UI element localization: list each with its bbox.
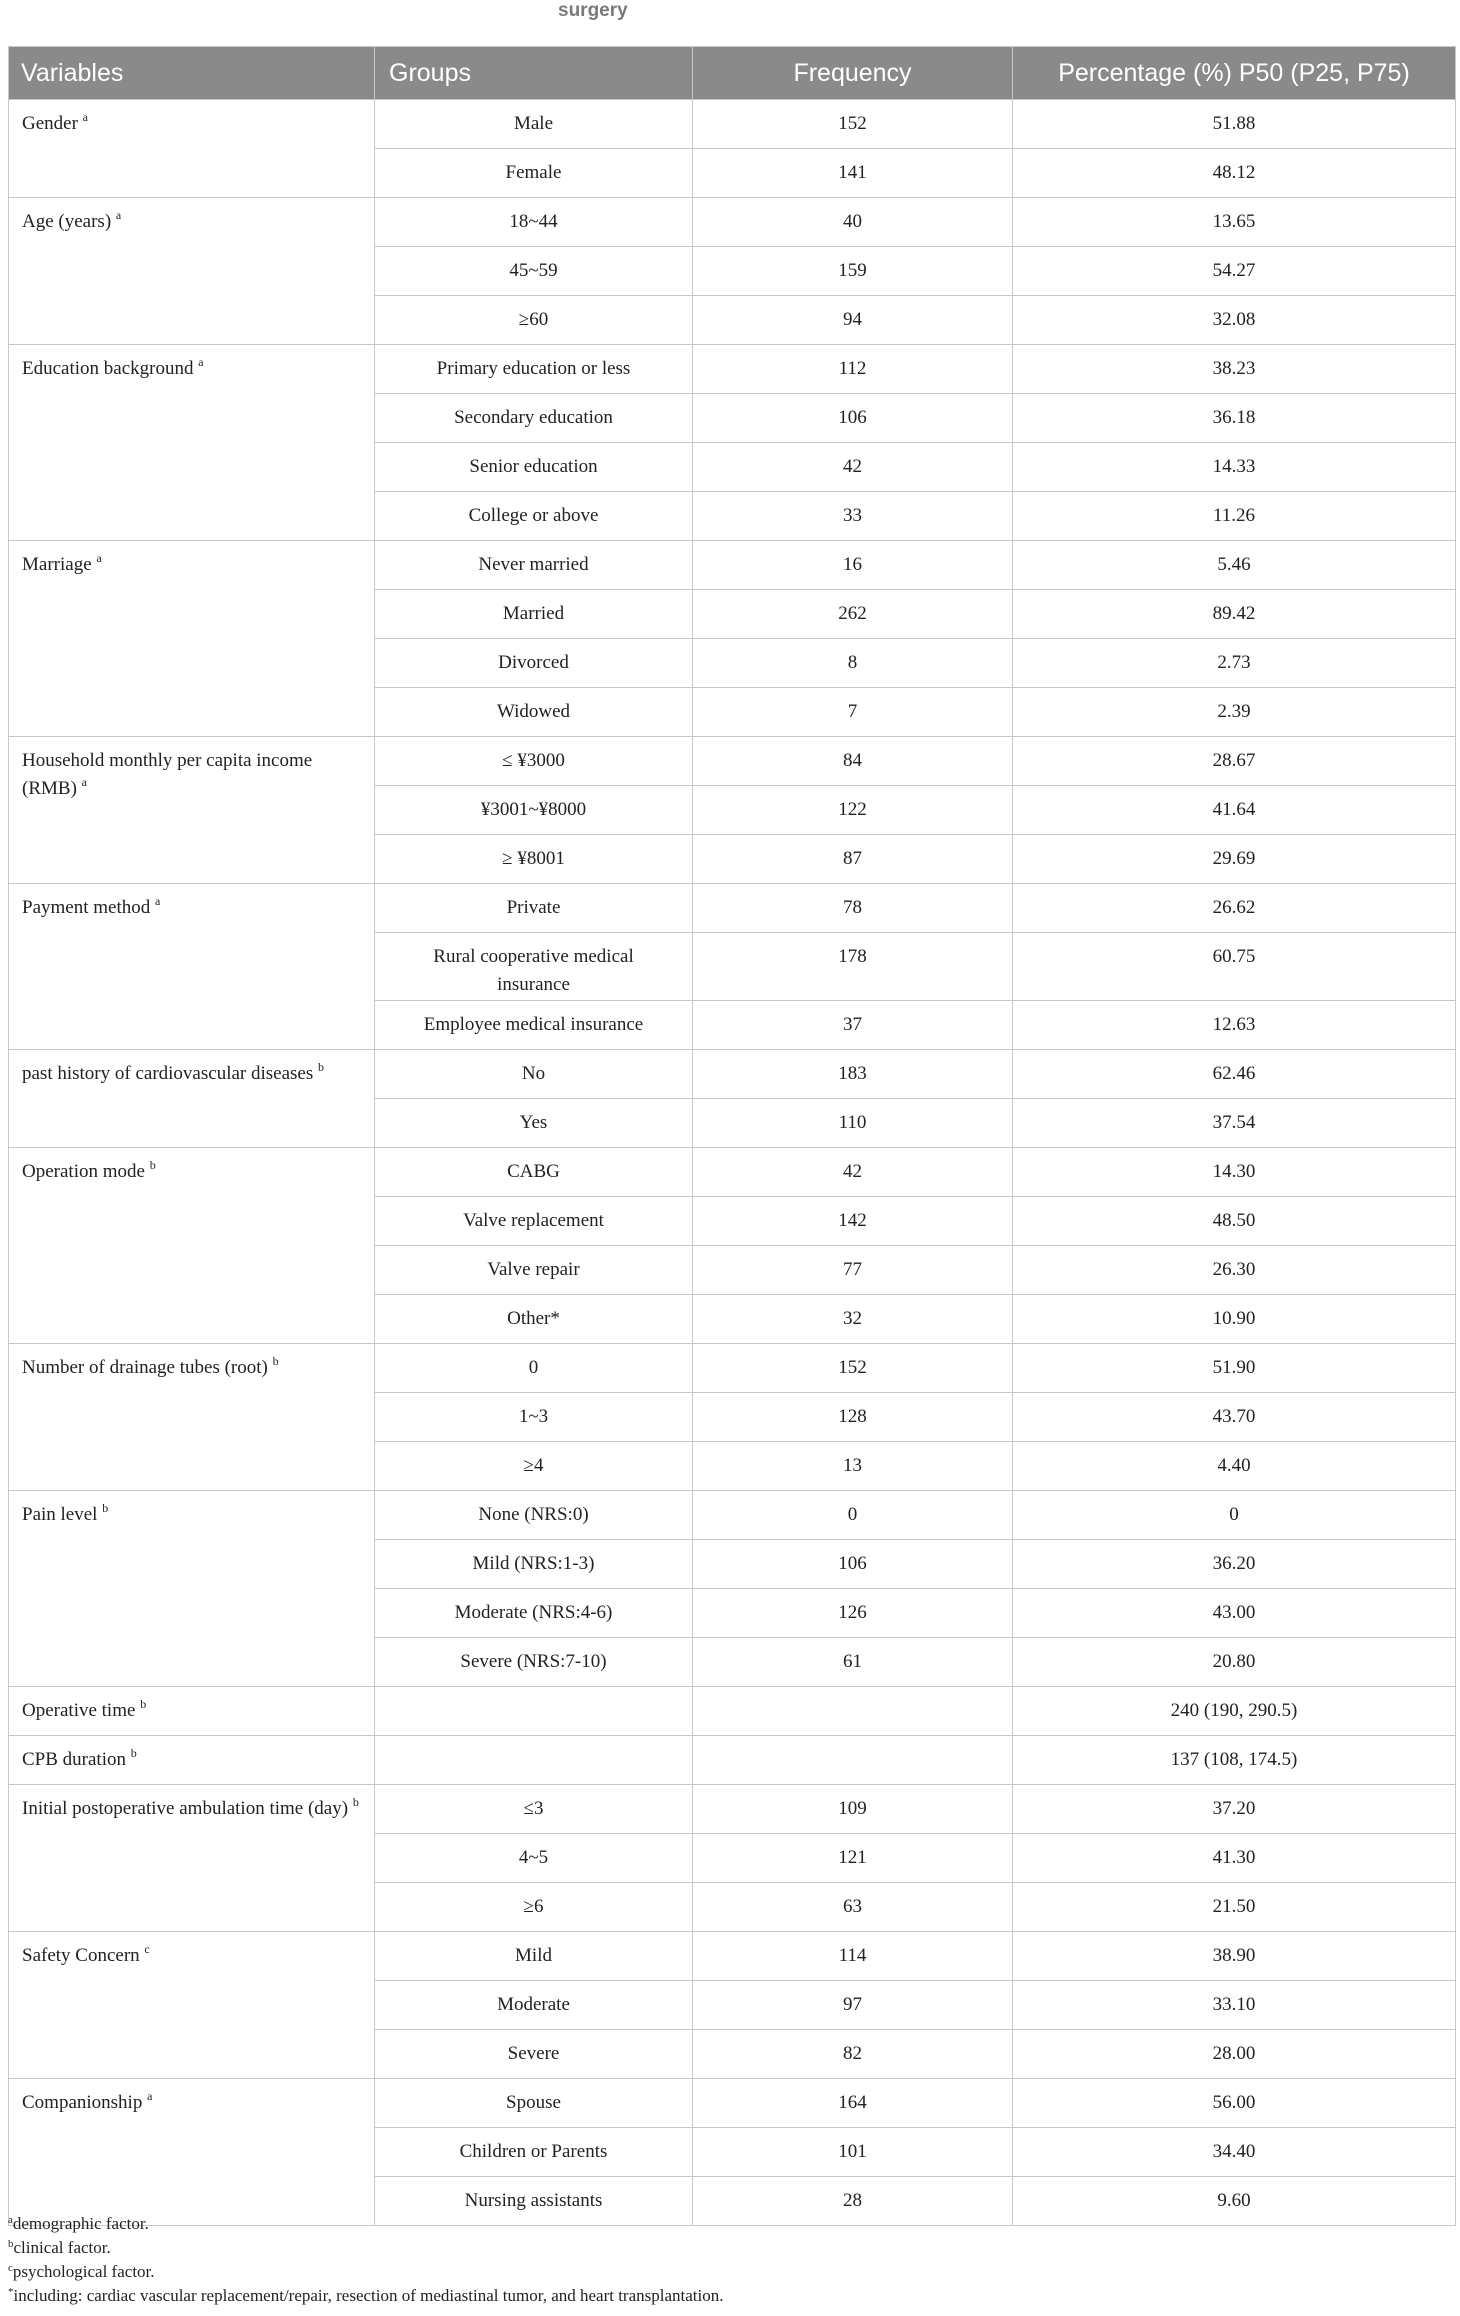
frequency-cell: 82 (693, 2030, 1013, 2079)
group-cell: Mild (375, 1932, 693, 1981)
group-cell: Valve replacement (375, 1197, 693, 1246)
percentage-cell: 48.50 (1013, 1197, 1456, 1246)
variable-cell (9, 541, 375, 737)
variable-cell (9, 198, 375, 345)
group-cell: ≥4 (375, 1442, 693, 1491)
variable-label: Education background (22, 358, 194, 379)
percentage-cell: 13.65 (1013, 198, 1456, 247)
percentage-cell: 9.60 (1013, 2177, 1456, 2226)
footnote (8, 2212, 724, 2236)
frequency-cell: 128 (693, 1393, 1013, 1442)
frequency-cell: 183 (693, 1050, 1013, 1099)
table-row (9, 737, 1456, 786)
group-cell: Primary education or less (375, 345, 693, 394)
table-row (9, 345, 1456, 394)
variable-cell (9, 1344, 375, 1491)
frequency-cell: 94 (693, 296, 1013, 345)
factor-superscript: b (352, 1795, 359, 1809)
percentage-cell: 54.27 (1013, 247, 1456, 296)
frequency-cell: 28 (693, 2177, 1013, 2226)
table-row (9, 1785, 1456, 1834)
percentage-cell: 14.33 (1013, 443, 1456, 492)
percentage-cell: 38.23 (1013, 345, 1456, 394)
table-body (9, 100, 1456, 2226)
table-row (9, 1687, 1456, 1736)
data-table (8, 46, 1456, 2226)
variable-label: Household monthly per capita income (RMB) (22, 750, 313, 799)
group-cell: Yes (375, 1099, 693, 1148)
factor-superscript: b (149, 1158, 156, 1172)
frequency-cell: 121 (693, 1834, 1013, 1883)
group-cell: CABG (375, 1148, 693, 1197)
percentage-cell: 0 (1013, 1491, 1456, 1540)
group-cell: ≤ ¥3000 (375, 737, 693, 786)
factor-superscript: b (272, 1354, 279, 1368)
frequency-cell: 42 (693, 443, 1013, 492)
group-cell: Moderate (375, 1981, 693, 2030)
frequency-cell: 159 (693, 247, 1013, 296)
group-cell: Severe (NRS:7-10) (375, 1638, 693, 1687)
frequency-cell: 112 (693, 345, 1013, 394)
group-cell: Moderate (NRS:4-6) (375, 1589, 693, 1638)
variable-cell (9, 1932, 375, 2079)
percentage-cell: 29.69 (1013, 835, 1456, 884)
footnote (8, 2236, 724, 2260)
group-cell: No (375, 1050, 693, 1099)
header-frequency: Frequency (693, 47, 1013, 100)
percentage-cell: 51.90 (1013, 1344, 1456, 1393)
group-cell: Widowed (375, 688, 693, 737)
group-cell: Male (375, 100, 693, 149)
group-cell: ≥6 (375, 1883, 693, 1932)
factor-superscript: b (140, 1697, 147, 1711)
percentage-cell: 60.75 (1013, 933, 1456, 1001)
variable-cell (9, 1687, 375, 1736)
footnote-text: psychological factor. (12, 2262, 155, 2281)
frequency-cell: 262 (693, 590, 1013, 639)
percentage-cell: 240 (190, 290.5) (1013, 1687, 1456, 1736)
factor-superscript: b (130, 1746, 137, 1760)
group-cell: Rural cooperative medical insurance (375, 933, 693, 1001)
table-row (9, 541, 1456, 590)
group-cell: ¥3001~¥8000 (375, 786, 693, 835)
table-row (9, 1932, 1456, 1981)
frequency-cell: 77 (693, 1246, 1013, 1295)
percentage-cell: 38.90 (1013, 1932, 1456, 1981)
frequency-cell: 152 (693, 100, 1013, 149)
footnote-marker: * (8, 2286, 14, 2298)
frequency-cell: 32 (693, 1295, 1013, 1344)
frequency-cell (693, 1736, 1013, 1785)
frequency-cell: 178 (693, 933, 1013, 1001)
group-cell: Never married (375, 541, 693, 590)
percentage-cell: 43.70 (1013, 1393, 1456, 1442)
footnote-text: including: cardiac vascular replacement/repair, resection of mediastinal tumor, and heart transplantation. (13, 2286, 724, 2305)
table-row (9, 198, 1456, 247)
group-cell: Other* (375, 1295, 693, 1344)
frequency-cell: 16 (693, 541, 1013, 590)
footnote (8, 2260, 724, 2284)
group-cell: Secondary education (375, 394, 693, 443)
table-caption: surgery (558, 0, 628, 21)
variable-label: Gender (22, 113, 78, 134)
variable-cell (9, 737, 375, 884)
variable-label: Payment method (22, 897, 151, 918)
header-row (9, 47, 1456, 100)
percentage-cell: 137 (108, 174.5) (1013, 1736, 1456, 1785)
variable-cell (9, 1148, 375, 1344)
variable-cell (9, 345, 375, 541)
group-cell: 0 (375, 1344, 693, 1393)
percentage-cell: 28.00 (1013, 2030, 1456, 2079)
frequency-cell: 78 (693, 884, 1013, 933)
header-variables: Variables (9, 47, 375, 100)
frequency-cell: 106 (693, 1540, 1013, 1589)
table-row (9, 100, 1456, 149)
table-row (9, 1148, 1456, 1197)
percentage-cell: 10.90 (1013, 1295, 1456, 1344)
group-cell (375, 1736, 693, 1785)
table-row (9, 1344, 1456, 1393)
percentage-cell: 33.10 (1013, 1981, 1456, 2030)
frequency-cell: 33 (693, 492, 1013, 541)
percentage-cell: 12.63 (1013, 1001, 1456, 1050)
percentage-cell: 37.54 (1013, 1099, 1456, 1148)
variable-cell (9, 1736, 375, 1785)
variable-cell (9, 100, 375, 198)
group-cell (375, 1687, 693, 1736)
percentage-cell: 14.30 (1013, 1148, 1456, 1197)
frequency-cell: 142 (693, 1197, 1013, 1246)
percentage-cell: 36.18 (1013, 394, 1456, 443)
percentage-cell: 56.00 (1013, 2079, 1456, 2128)
footnotes (8, 2212, 724, 2308)
percentage-cell: 2.73 (1013, 639, 1456, 688)
group-cell: Nursing assistants (375, 2177, 693, 2226)
factor-superscript: b (318, 1060, 324, 1074)
variable-cell (9, 2079, 375, 2226)
group-cell: 1~3 (375, 1393, 693, 1442)
group-cell: Divorced (375, 639, 693, 688)
variable-label: Number of drainage tubes (root) (22, 1357, 268, 1378)
percentage-cell: 41.30 (1013, 1834, 1456, 1883)
percentage-cell: 43.00 (1013, 1589, 1456, 1638)
frequency-cell: 164 (693, 2079, 1013, 2128)
variable-label: Companionship (22, 2092, 143, 2113)
group-cell: ≤3 (375, 1785, 693, 1834)
table-row (9, 1491, 1456, 1540)
table-row (9, 2079, 1456, 2128)
factor-superscript: b (102, 1501, 109, 1515)
table-row (9, 884, 1456, 933)
group-cell: Children or Parents (375, 2128, 693, 2177)
frequency-cell: 7 (693, 688, 1013, 737)
variable-cell (9, 1491, 375, 1687)
percentage-cell: 26.62 (1013, 884, 1456, 933)
variable-label: Safety Concern (22, 1945, 140, 1966)
variable-label: past history of cardiovascular diseases (22, 1063, 314, 1084)
group-cell: Spouse (375, 2079, 693, 2128)
frequency-cell: 40 (693, 198, 1013, 247)
percentage-cell: 4.40 (1013, 1442, 1456, 1491)
frequency-cell: 13 (693, 1442, 1013, 1491)
percentage-cell: 32.08 (1013, 296, 1456, 345)
factor-superscript: a (198, 355, 204, 369)
factor-superscript: a (96, 551, 102, 565)
group-cell: Female (375, 149, 693, 198)
percentage-cell: 41.64 (1013, 786, 1456, 835)
percentage-cell: 20.80 (1013, 1638, 1456, 1687)
variable-label: CPB duration (22, 1749, 126, 1770)
factor-superscript: a (81, 775, 87, 789)
percentage-cell: 62.46 (1013, 1050, 1456, 1099)
frequency-cell: 126 (693, 1589, 1013, 1638)
frequency-cell: 152 (693, 1344, 1013, 1393)
frequency-cell: 110 (693, 1099, 1013, 1148)
factor-superscript: a (147, 2089, 153, 2103)
header-percentage: Percentage (%) P50 (P25, P75) (1013, 47, 1456, 100)
group-cell: ≥60 (375, 296, 693, 345)
footnote (8, 2284, 724, 2308)
percentage-cell: 11.26 (1013, 492, 1456, 541)
factor-superscript: a (82, 110, 88, 124)
frequency-cell: 37 (693, 1001, 1013, 1050)
frequency-cell: 61 (693, 1638, 1013, 1687)
variable-cell (9, 884, 375, 1050)
footnote-marker: c (8, 2262, 13, 2274)
percentage-cell: 34.40 (1013, 2128, 1456, 2177)
percentage-cell: 21.50 (1013, 1883, 1456, 1932)
group-cell: Senior education (375, 443, 693, 492)
percentage-cell: 48.12 (1013, 149, 1456, 198)
footnote-marker: b (8, 2238, 14, 2250)
percentage-cell: 26.30 (1013, 1246, 1456, 1295)
percentage-cell: 2.39 (1013, 688, 1456, 737)
variable-cell (9, 1050, 375, 1148)
variable-label: Marriage (22, 554, 92, 575)
frequency-cell: 122 (693, 786, 1013, 835)
frequency-cell: 87 (693, 835, 1013, 884)
group-cell: None (NRS:0) (375, 1491, 693, 1540)
percentage-cell: 37.20 (1013, 1785, 1456, 1834)
frequency-cell: 84 (693, 737, 1013, 786)
group-cell: Private (375, 884, 693, 933)
group-cell: Mild (NRS:1-3) (375, 1540, 693, 1589)
percentage-cell: 89.42 (1013, 590, 1456, 639)
group-cell: 4~5 (375, 1834, 693, 1883)
frequency-cell: 8 (693, 639, 1013, 688)
variable-label: Pain level (22, 1504, 98, 1525)
footnote-text: demographic factor. (12, 2214, 149, 2233)
frequency-cell: 42 (693, 1148, 1013, 1197)
variable-cell (9, 1785, 375, 1932)
factor-superscript: c (144, 1942, 150, 1956)
frequency-cell: 114 (693, 1932, 1013, 1981)
group-cell: College or above (375, 492, 693, 541)
frequency-cell: 141 (693, 149, 1013, 198)
variable-label: Age (years) (22, 211, 112, 232)
group-cell: Valve repair (375, 1246, 693, 1295)
group-cell: Severe (375, 2030, 693, 2079)
group-cell: Employee medical insurance (375, 1001, 693, 1050)
variable-label: Initial postoperative ambulation time (day) (22, 1798, 349, 1819)
frequency-cell: 106 (693, 394, 1013, 443)
frequency-cell: 63 (693, 1883, 1013, 1932)
frequency-cell: 97 (693, 1981, 1013, 2030)
frequency-cell: 109 (693, 1785, 1013, 1834)
footnote-marker: a (8, 2214, 13, 2226)
percentage-cell: 28.67 (1013, 737, 1456, 786)
frequency-cell (693, 1687, 1013, 1736)
percentage-cell: 51.88 (1013, 100, 1456, 149)
table-row (9, 1736, 1456, 1785)
group-cell: Married (375, 590, 693, 639)
group-cell: 18~44 (375, 198, 693, 247)
factor-superscript: a (115, 208, 122, 222)
variable-label: Operative time (22, 1700, 136, 1721)
percentage-cell: 5.46 (1013, 541, 1456, 590)
group-cell: 45~59 (375, 247, 693, 296)
factor-superscript: a (154, 894, 161, 908)
percentage-cell: 36.20 (1013, 1540, 1456, 1589)
variable-label: Operation mode (22, 1161, 145, 1182)
table-row (9, 1050, 1456, 1099)
header-groups: Groups (375, 47, 693, 100)
frequency-cell: 0 (693, 1491, 1013, 1540)
frequency-cell: 101 (693, 2128, 1013, 2177)
group-cell: ≥ ¥8001 (375, 835, 693, 884)
footnote-text: clinical factor. (13, 2238, 111, 2257)
